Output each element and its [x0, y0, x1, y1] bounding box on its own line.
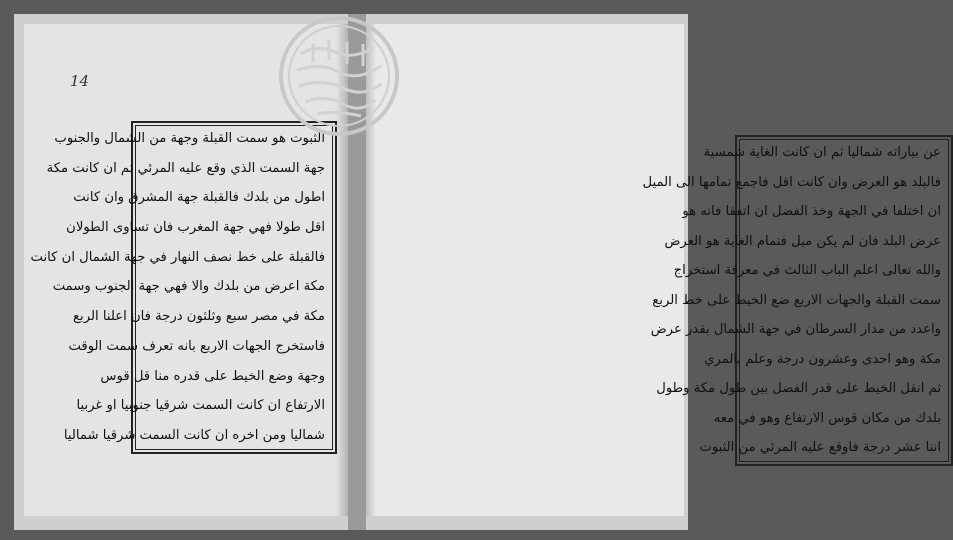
right-text-lines — [642, 143, 941, 458]
text-line: فاستخرج الجهات الاربع بانه تعرف سمت الوقت — [68, 338, 325, 354]
text-line: سمت القبلة والجهات الاربع ضع الخيط على خط الربع — [652, 292, 941, 308]
text-line: عرض البلد فان لم يكن ميل فتمام الغاية هو العرض — [664, 233, 941, 249]
text-line: شماليا ومن اخره ان كانت السمت شرقيا شماليا — [63, 427, 325, 443]
right-page — [366, 24, 941, 516]
text-line: فالبلد هو العرض وان كانت اقل فاجمع تمامها الى الميل — [642, 174, 941, 190]
text-line: انتا عشر درجة فاوقع عليه المرئي من الثبوت — [699, 440, 941, 455]
text-line: مكة اعرض من بلدك والا فهي جهة الجنوب وسمت — [52, 279, 325, 295]
seal-inner-ring — [289, 26, 389, 126]
text-line: والله تعالى اعلم الباب الثالث في معرفة استخراج — [673, 263, 941, 278]
right-text-block — [642, 135, 953, 466]
left-text-lines — [30, 129, 325, 446]
text-line: اقل طولا فهي جهة المغرب فان تساوى الطولان — [66, 220, 325, 236]
text-line: بلدك من مكان قوس الارتفاع وهو في معه — [713, 410, 941, 426]
text-line: الارتفاع ان كانت السمت شرقيا جنوبيا او غربيا — [76, 398, 325, 414]
left-text-block — [30, 121, 337, 454]
text-line: واعدد من مدار السرطان في جهة الشمال بقدر عرض — [650, 322, 941, 337]
text-line: مكة في مصر سبع وثلثون درجة فان اعلنا الربع — [73, 309, 325, 325]
folio-number: 14 — [70, 72, 90, 90]
text-line: الثبوت هو سمت القبلة وجهة من الشمال والجنوب — [54, 131, 325, 146]
text-line: مكة وهو احدى وعشرون درجة وعلم بالمري — [704, 351, 941, 367]
library-seal-stamp — [277, 14, 401, 138]
text-line: وجهة وضع الخيط على قدره منا قل قوس — [100, 368, 325, 384]
seal-outer-ring — [281, 18, 397, 134]
text-line: عن بياراته شماليا ثم ان كانت الغاية شمسية — [703, 145, 941, 160]
text-line: جهة السمت الذي وقع عليه المرئي ثم ان كانت مكة — [46, 160, 325, 176]
seal-calligraphy — [297, 40, 381, 116]
text-line: اطول من بلدك فالقبلة جهة المشرق وان كانت — [73, 190, 325, 206]
text-line: ان اختلفا في الجهة وخذ الفضل ان اتفقا فانه هو — [682, 204, 941, 219]
text-line: ثم انقل الخيط على قدر الفضل بين طول مكة وطول — [656, 381, 941, 396]
text-line: فالقبلة على خط نصف النهار في جهة الشمال ان كانت — [30, 249, 325, 265]
